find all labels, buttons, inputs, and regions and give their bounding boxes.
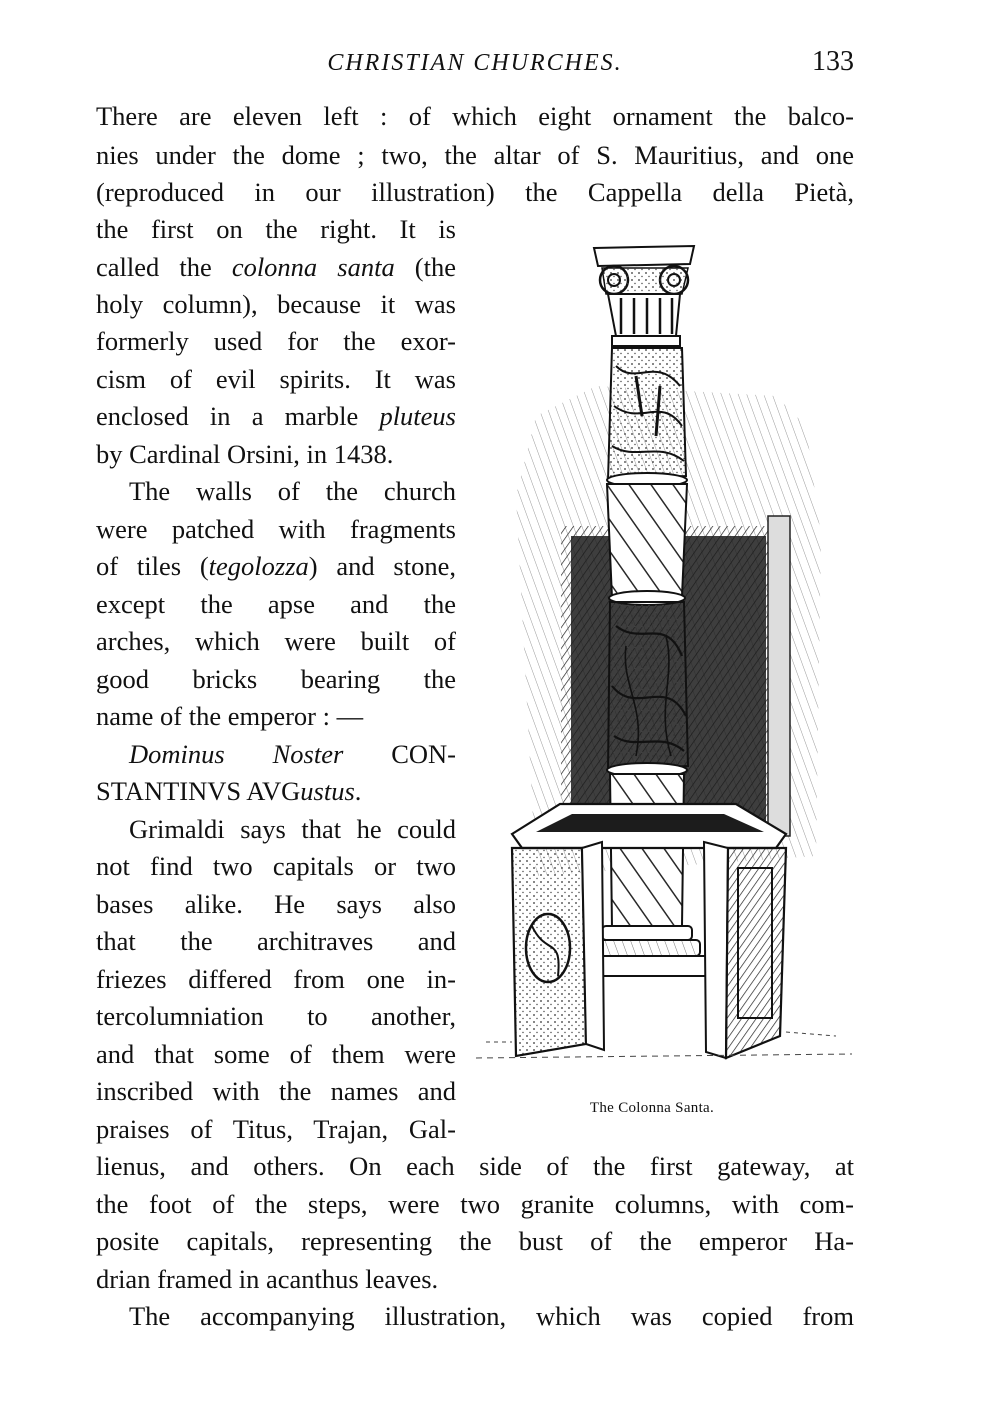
text-line: Grimaldi says that he could — [129, 814, 456, 844]
text-line: praises of Titus, Trajan, Gal- — [96, 1114, 456, 1144]
text-line: except the apse and the — [96, 589, 456, 619]
text-span: STANTINVS AVG — [96, 776, 301, 806]
text-line: nies under the dome ; two, the altar of S. Mauritius, and one — [96, 140, 854, 170]
text-line: posite capitals, representing the bust of the emperor Ha- — [96, 1226, 854, 1256]
text-line: inscribed with the names and — [96, 1076, 456, 1106]
text-span: enclosed in a marble — [96, 401, 380, 431]
text-line: lienus, and others. On each side of the first gateway, at — [96, 1151, 854, 1181]
text-line — [96, 249, 456, 286]
text-line: arches, which were built of — [96, 626, 456, 656]
text-span: CON- — [391, 739, 457, 769]
running-head — [96, 44, 854, 80]
text-line: holy column), because it was — [96, 289, 456, 319]
text-line: by Cardinal Orsini, in 1438. — [96, 439, 394, 469]
page-number: 133 — [812, 46, 854, 77]
text-line: There are eleven left : of which eight ornament the balco- — [96, 101, 854, 131]
text-line: name of the emperor : — — [96, 701, 364, 731]
italic-term: colonna santa — [231, 252, 395, 282]
text-span: called the — [96, 252, 232, 282]
text-span: of tiles ( — [96, 551, 209, 581]
text-line: were patched with fragments — [96, 514, 456, 544]
text-line: the first on the right. It is — [96, 214, 456, 244]
figure-caption: The Colonna Santa. — [589, 1100, 715, 1116]
text-line: friezes differed from one in- — [96, 964, 456, 994]
text-line: (reproduced in our illustration) the Cappella della Pietà, — [96, 177, 854, 207]
text-line: cism of evil spirits. It was — [96, 364, 456, 394]
engraving-svg — [476, 236, 852, 1076]
text-line — [96, 398, 456, 435]
text-line: and that some of them were — [96, 1039, 456, 1069]
text-line: tercolumniation to another, — [96, 1001, 456, 1031]
text-line — [96, 548, 456, 585]
text-line — [96, 736, 456, 773]
italic-term: pluteus — [379, 401, 456, 431]
italic-term: Dominus — [129, 739, 225, 769]
text-line: The accompanying illustration, which was copied from — [129, 1301, 854, 1331]
text-line: that the architraves and — [96, 926, 456, 956]
text-line — [96, 773, 456, 810]
colonna-santa-illustration — [476, 236, 852, 1076]
text-line: good bricks bearing the — [96, 664, 456, 694]
running-title: CHRISTIAN CHURCHES. — [327, 50, 623, 76]
text-span: . — [354, 776, 362, 806]
text-line: bases alike. He says also — [96, 889, 456, 919]
text-line: The walls of the church — [129, 476, 456, 506]
text-line: drian framed in acanthus leaves. — [96, 1264, 439, 1294]
italic-term: ustus — [300, 776, 355, 806]
text-line: the foot of the steps, were two granite columns, with com- — [96, 1189, 854, 1219]
text-line: not find two capitals or two — [96, 851, 456, 881]
italic-term: Noster — [272, 739, 344, 769]
text-span: (the — [394, 252, 456, 282]
text-line: formerly used for the exor- — [96, 326, 456, 356]
text-span: ) and stone, — [308, 551, 456, 581]
italic-term: tegolozza — [208, 551, 309, 581]
